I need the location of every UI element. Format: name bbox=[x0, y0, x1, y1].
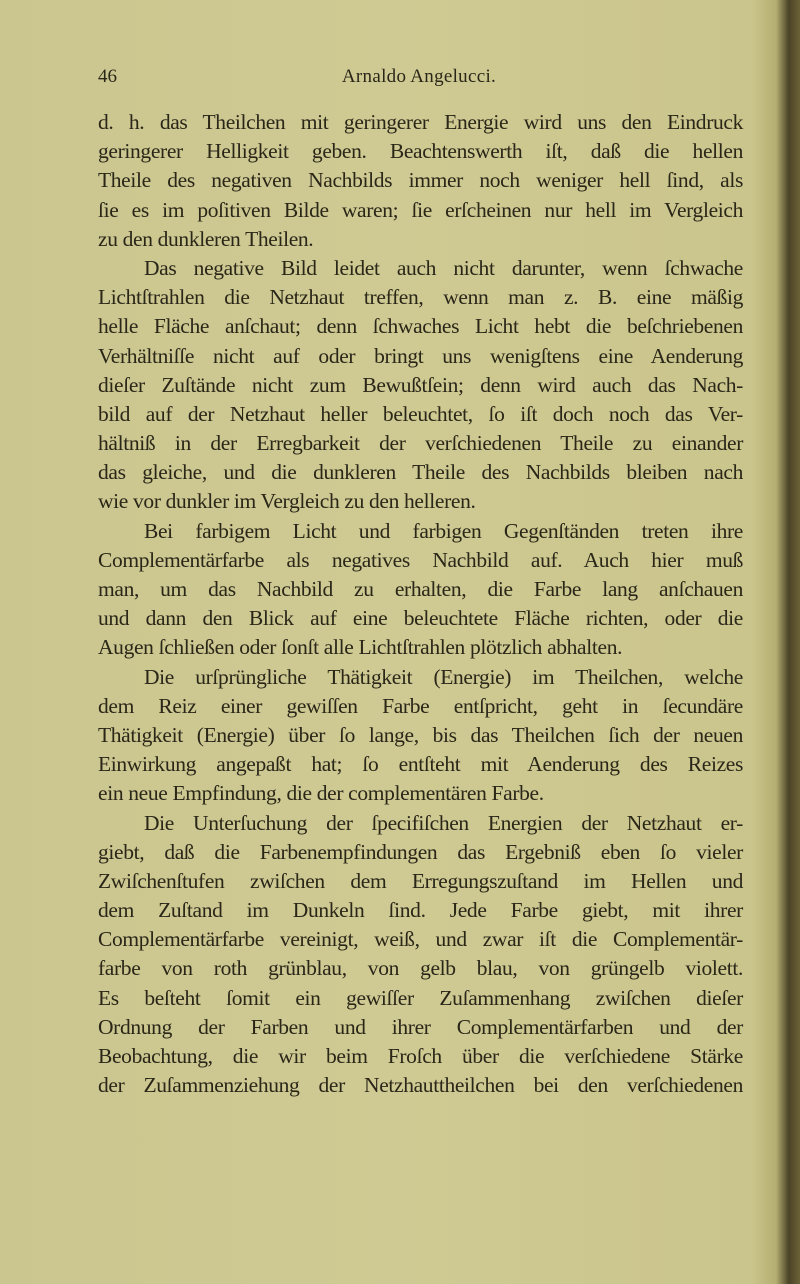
text-line: Lichtſtrahlen die Netzhaut treffen, wenn man z. B. eine mäßig bbox=[98, 285, 743, 310]
running-title: Arnaldo Angelucci. bbox=[341, 66, 497, 87]
text-line: ein neue Empfindung, die der complementären Farbe. bbox=[98, 781, 544, 806]
text-line: Theile des negativen Nachbilds immer noch weniger hell ſind, als bbox=[98, 168, 743, 193]
text-line: Einwirkung angepaßt hat; ſo entſteht mit Aenderung des Reizes bbox=[98, 752, 743, 777]
text-line: Zwiſchenſtufen zwiſchen dem Erregungszuſtand im Hellen und bbox=[98, 868, 743, 893]
text-line: Beobachtung, die wir beim Froſch über die verſchiedene Stärke bbox=[98, 1044, 743, 1068]
text-line: Complementärfarbe als negatives Nachbild auf. Auch hier muß bbox=[98, 547, 743, 572]
text-line: geringerer Helligkeit geben. Beachtenswerth iſt, daß die hellen bbox=[98, 139, 743, 164]
text-line: Bei farbigem Licht und farbigen Gegenſtänden treten ihre bbox=[144, 518, 743, 543]
text-line: dem Reiz einer gewiſſen Farbe entſpricht, geht in ſecundäre bbox=[98, 693, 743, 718]
text-line: ſie es im poſitiven Bilde waren; ſie erſcheinen nur hell im Vergleich bbox=[98, 197, 743, 222]
body-text bbox=[98, 108, 743, 1100]
text-line: und dann den Blick auf eine beleuchtete Fläche richten, oder die bbox=[98, 606, 743, 631]
text-line: hältniß in der Erregbarkeit der verſchiedenen Theile zu einander bbox=[98, 431, 743, 456]
text-line: Augen ſchließen oder ſonſt alle Lichtſtrahlen plötzlich abhalten. bbox=[98, 635, 623, 660]
text-line: man, um das Nachbild zu erhalten, die Farbe lang anſchauen bbox=[98, 577, 743, 601]
text-line: Verhältniſſe nicht auf oder bringt uns wenigſtens eine Aenderung bbox=[98, 343, 743, 368]
text-line: zu den dunkleren Theilen. bbox=[98, 226, 314, 251]
text-line: wie vor dunkler im Vergleich zu den helleren. bbox=[98, 489, 476, 514]
text-line: farbe von roth grünblau, von gelb blau, von grüngelb violett. bbox=[98, 956, 743, 981]
text-line: helle Fläche anſchaut; denn ſchwaches Licht hebt die beſchriebenen bbox=[98, 314, 743, 339]
page-header bbox=[98, 66, 740, 94]
text-line: dieſer Zuſtände nicht zum Bewußtſein; denn wird auch das Nach- bbox=[98, 372, 743, 397]
text-line: das gleiche, und die dunkleren Theile des Nachbilds bleiben nach bbox=[98, 460, 743, 485]
text-line: d. h. das Theilchen mit geringerer Energie wird uns den Eindruck bbox=[98, 110, 743, 134]
text-line: der Zuſammenziehung der Netzhauttheilchen bei den verſchiedenen bbox=[98, 1073, 743, 1098]
text-line: dem Zuſtand im Dunkeln ſind. Jede Farbe giebt, mit ihrer bbox=[98, 898, 743, 923]
text-line: giebt, daß die Farbenempfindungen das Ergebniß eben ſo vieler bbox=[98, 839, 743, 864]
text-line: Die Unterſuchung der ſpecifiſchen Energien der Netzhaut er- bbox=[144, 810, 743, 835]
text-line: Die urſprüngliche Thätigkeit (Energie) im Theilchen, welche bbox=[144, 664, 743, 689]
text-line: bild auf der Netzhaut heller beleuchtet, ſo iſt doch noch das Ver- bbox=[98, 401, 743, 426]
text-line: Thätigkeit (Energie) über ſo lange, bis das Theilchen ſich der neuen bbox=[98, 722, 743, 747]
page-number: 46 bbox=[98, 66, 117, 87]
text-line: Complementärfarbe vereinigt, weiß, und zwar iſt die Complementär- bbox=[98, 927, 743, 952]
text-line: Ordnung der Farben und ihrer Complementärfarben und der bbox=[98, 1014, 743, 1039]
text-line: Es beſteht ſomit ein gewiſſer Zuſammenhang zwiſchen dieſer bbox=[98, 985, 743, 1010]
text-line: Das negative Bild leidet auch nicht darunter, wenn ſchwache bbox=[144, 255, 743, 280]
